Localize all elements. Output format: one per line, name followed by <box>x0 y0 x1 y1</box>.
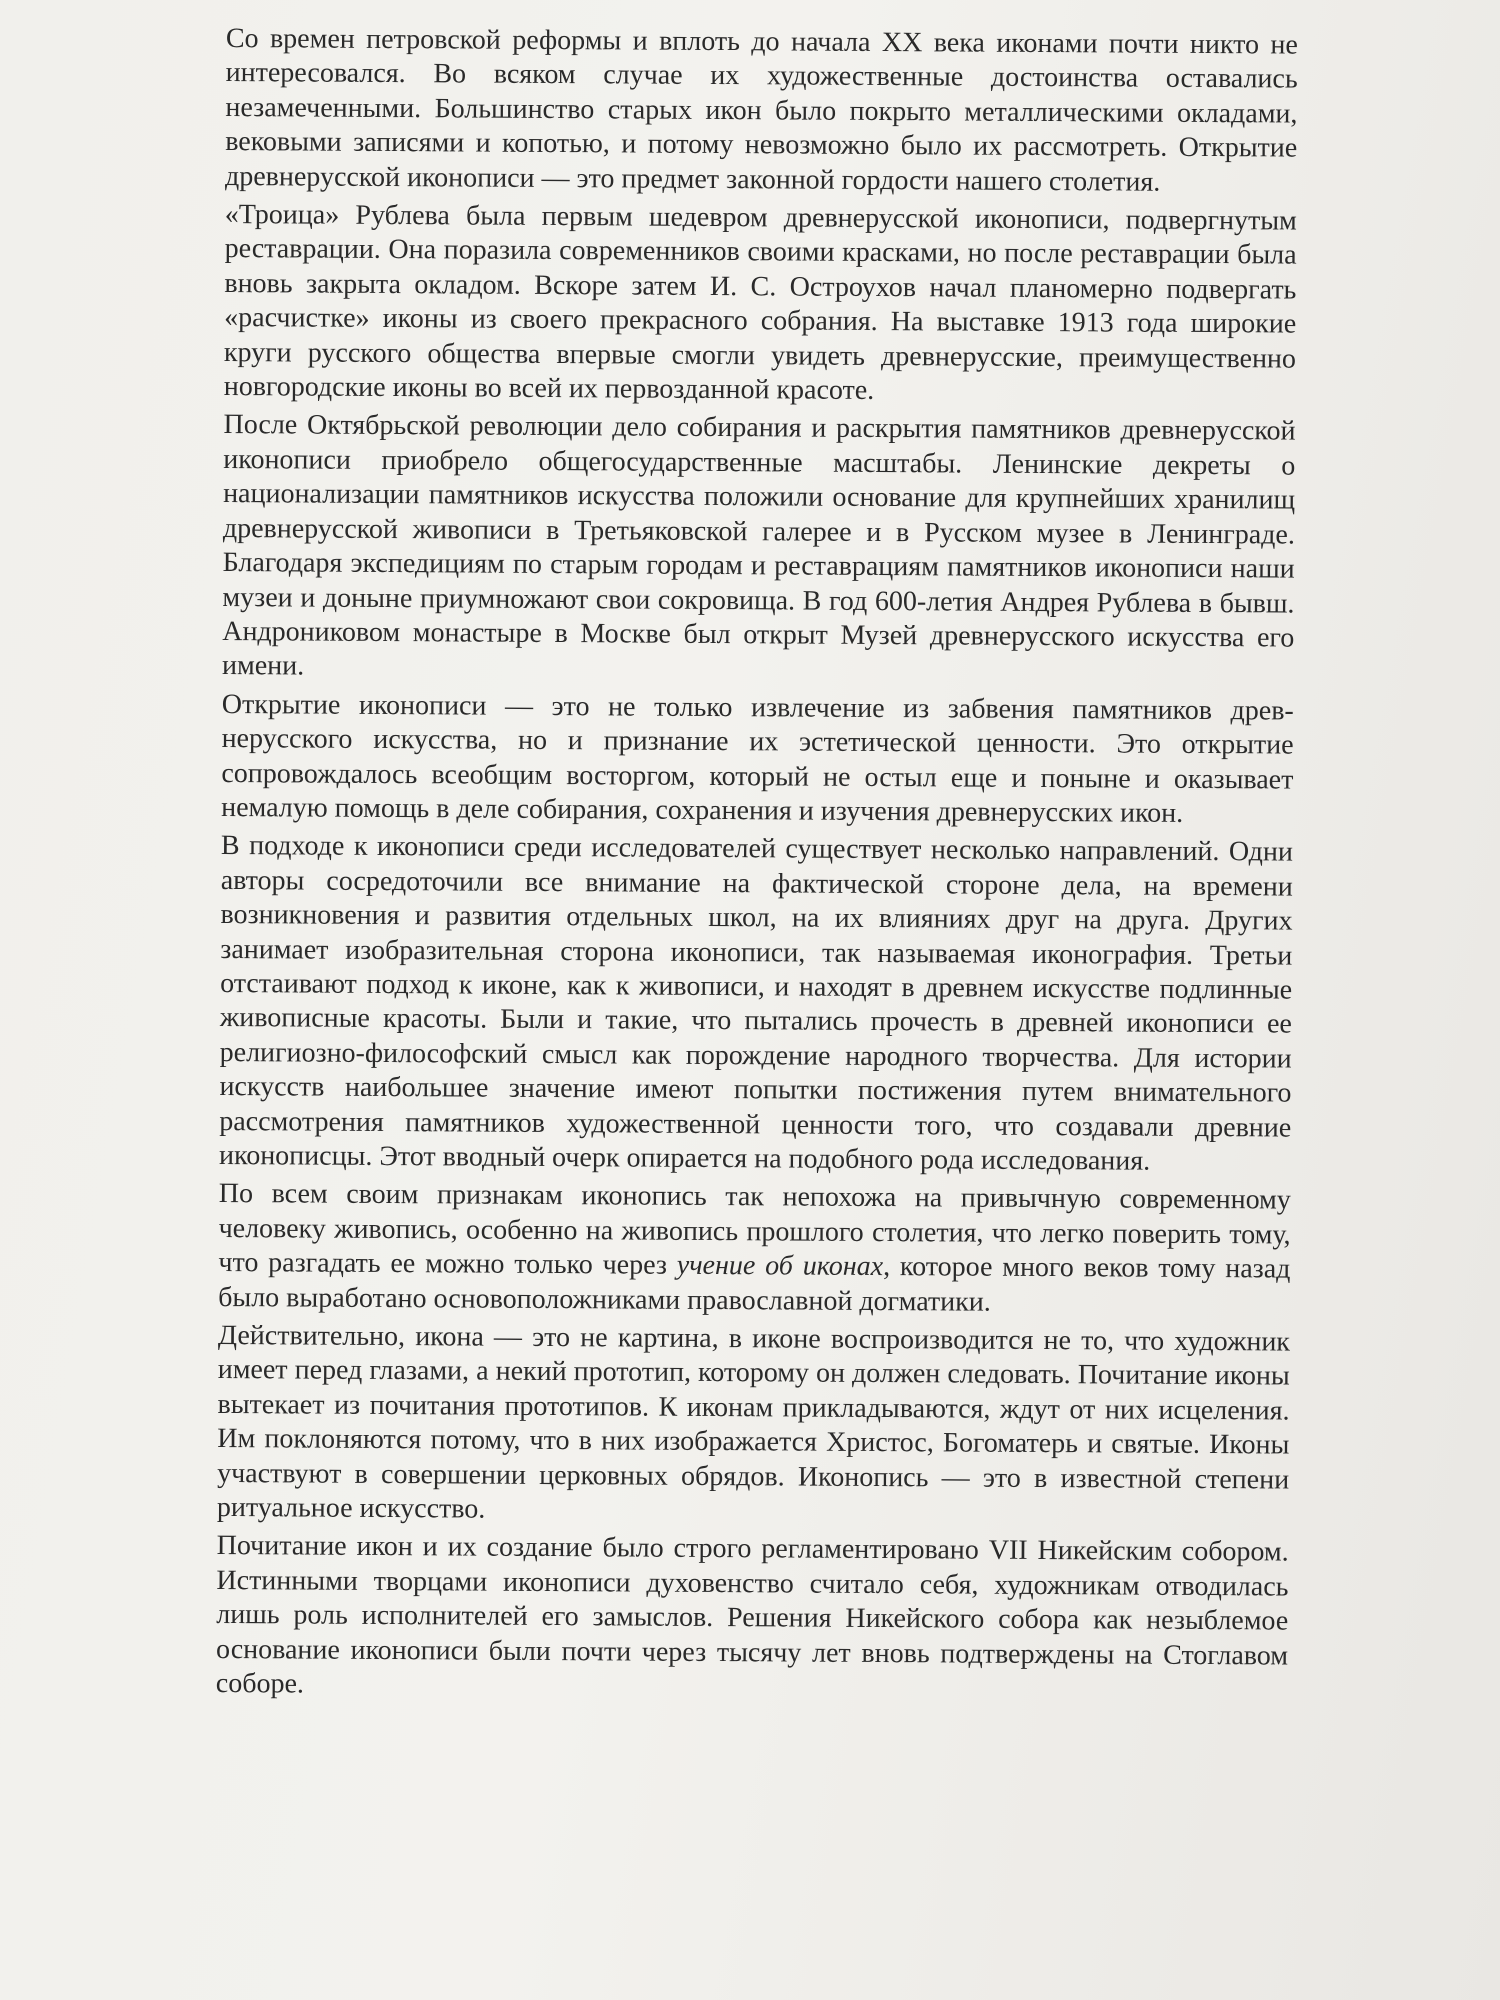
body-text <box>216 22 1298 1712</box>
paragraph-7: Действительно, икона — это не картина, в иконе воспроизводится не то, что художник имеет перед глазами, а некий прототип, которому он должен следовать. Почитание иконы вытекает из почитания прототипов. К иконам прикладываются, ждут от них исцеления. Им поклоняются потому, что в них изображается Христос, Богоматерь и святые. Иконы участвуют в совершении церковных обрядов. Иконопись — это в известной степени ритуальное искусство. <box>216 1320 1291 1525</box>
paragraph-1: Со времен петровской реформы и вплоть до начала XX века иконами почти никто не интересовался. Во всяком случае их художественные достоинства оставались незамеченными. Большинство старых икон было покрыто металлическими окладами, вековыми записями и копотью, и потому невозможно было их рассмотреть. Открытие древнерусской иконописи — это предмет законной гордости нашего столетия. <box>224 22 1298 198</box>
paragraph-6-start: По всем своим признакам иконопись так непохожа на привычную современному человеку живопись, особенно на живопись прошлого столетия, что легко поверить тому, что разгадать ее можно только через <box>218 1178 1291 1281</box>
paragraph-4: Открытие иконописи — это не только извлечение из забвения памятников древнерусского искусства, но и признание их эстетической ценности. Это открытие сопровождалось всеобщим восторгом, который не остыл еще и поныне и оказывает немалую помощь в деле собирания, сохранения и изучения древнерусских икон. <box>221 688 1294 829</box>
paragraph-2: «Троица» Рублева была первым шедевром древнерусской иконописи, подвергнутым реставрации. Она поразила современников своими красками, но после реставрации была вновь закрыта окладом. Вскоре затем И. С. Остроухов начал планомерно подвергать «расчистке» иконы из своего прекрасного собрания. На выставке 1913 года широкие круги русского общества впервые смогли увидеть древнерусские, преимущественно новгородские иконы во всей их первозданной красоте. <box>223 199 1297 407</box>
paragraph-6 <box>218 1177 1291 1321</box>
paragraph-3: После Октябрьской революции дело собирания и раскрытия памятников древнерусской иконописи приобрело общегосударственные масштабы. Ленинские декреты о национализации памятников искусства положили основание для крупнейших хранилищ древнерусской живописи в Третьяковской галерее и в Русском музее в Ленинграде. Благодаря экспедициям по старым городам и реставрациям памятников иконописи наши музеи и доныне приумножают свои сокровища. В год 600-летия Андрея Рублева в бывш. Андрониковом монастыре в Москве был открыт Музей древнерусского искусства его имени. <box>221 409 1296 682</box>
italic-phrase: учение об иконах <box>676 1249 884 1283</box>
paragraph-5: В подходе к иконописи среди исследователей существует несколько направлений. Одни авторы сосредоточили все внимание на фактической стороне дела, на времени возникновения и развития отдельных школ, на их влияниях друг на друга. Других занимает изобразительная сторона иконописи, так называемая иконография. Третьи отстаивают подход к иконе, как к живописи, и находят в древнем искусстве подлинные живописные красоты. Были и такие, что пытались прочесть в древней иконописи ее религиозно-философский смысл как порождение народного творчества. Для истории искусств наибольшее значение имеют попытки постижения путем внимательного рассмотрения памятников художественной ценности того, что создавали древние иконописцы. Этот вводный очерк опирается на подобного рода исследования. <box>218 830 1294 1177</box>
paragraph-6-end: , которое много веков тому назад было выработано основоположниками православной догматики. <box>218 1251 1291 1318</box>
paragraph-8: Почитание икон и их создание было строго регламентировано VII Никейским собором. Истинными творцами иконописи духовенство считало себя, художникам отводилась лишь роль исполнителей его замыслов. Решения Никейского собора как незыблемое основание иконописи были почти через тысячу лет вновь подтверждены на Стоглавом соборе. <box>215 1530 1289 1700</box>
